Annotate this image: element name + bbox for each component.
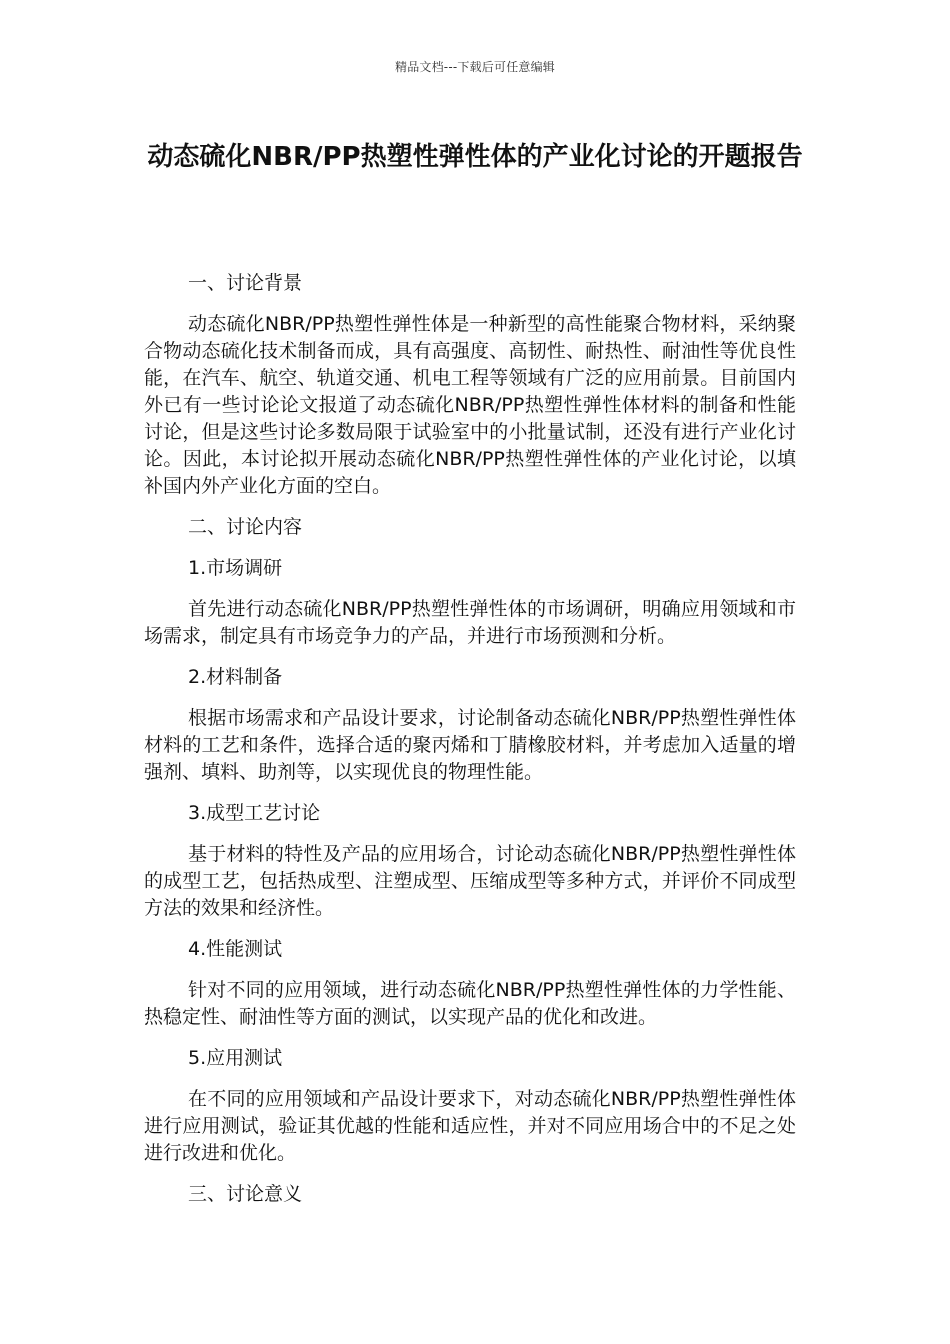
header-note: 精品文档---下载后可任意编辑 [395,60,555,74]
section-heading-significance: 三、讨论意义 [188,1183,303,1205]
performance-testing-paragraph: 针对不同的应用领域，进行动态硫化NBR/PP热塑性弹性体的力学性能、热稳定性、耐油性等方面的测试，以实现产品的优化和改进。 [144,979,796,1028]
document-body [144,270,796,1222]
subsection-heading-market-research: 1.市场调研 [188,557,283,579]
subsection-heading-molding-process: 3.成型工艺讨论 [188,802,321,824]
material-preparation-paragraph: 根据市场需求和产品设计要求，讨论制备动态硫化NBR/PP热塑性弹性体材料的工艺和条件，选择合适的聚丙烯和丁腈橡胶材料，并考虑加入适量的增强剂、填料、助剂等，以实现优良的物理性能。 [144,707,796,783]
document-title: 动态硫化NBR/PP热塑性弹性体的产业化讨论的开题报告 [147,142,803,172]
background-paragraph: 动态硫化NBR/PP热塑性弹性体是一种新型的高性能聚合物材料，采纳聚合物动态硫化技术制备而成，具有高强度、高韧性、耐热性、耐油性等优良性能，在汽车、航空、轨道交通、机电工程等领域有广泛的应用前景。目前国内外已有一些讨论论文报道了动态硫化NBR/PP热塑性弹性体材料的制备和性能讨论，但是这些讨论多数局限于试验室中的小批量试制，还没有进行产业化讨论。因此，本讨论拟开展动态硫化NBR/PP热塑性弹性体的产业化讨论，以填补国内外产业化方面的空白。 [144,313,796,497]
subsection-heading-material-preparation: 2.材料制备 [188,666,283,688]
subsection-heading-application-testing: 5.应用测试 [188,1047,283,1069]
market-research-paragraph: 首先进行动态硫化NBR/PP热塑性弹性体的市场调研，明确应用领域和市场需求，制定具有市场竞争力的产品，并进行市场预测和分析。 [144,598,796,647]
molding-process-paragraph: 基于材料的特性及产品的应用场合，讨论动态硫化NBR/PP热塑性弹性体的成型工艺，包括热成型、注塑成型、压缩成型等多种方式，并评价不同成型方法的效果和经济性。 [144,843,796,919]
application-testing-paragraph: 在不同的应用领域和产品设计要求下，对动态硫化NBR/PP热塑性弹性体进行应用测试，验证其优越的性能和适应性，并对不同应用场合中的不足之处进行改进和优化。 [144,1088,796,1164]
section-heading-background: 一、讨论背景 [188,272,303,294]
subsection-heading-performance-testing: 4.性能测试 [188,938,283,960]
section-heading-content: 二、讨论内容 [188,516,303,538]
